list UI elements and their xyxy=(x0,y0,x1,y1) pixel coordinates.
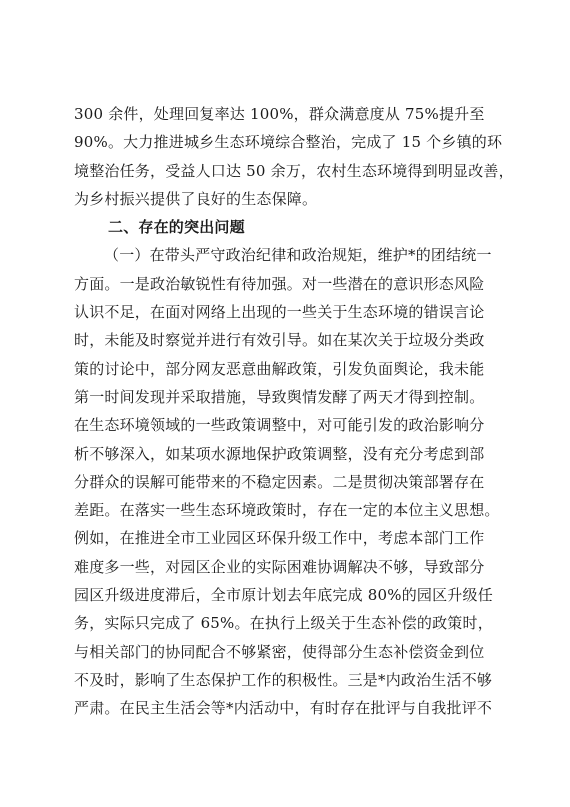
text-line: 认识不足，在面对网络上出现的一些关于生态环境的错误言论 xyxy=(74,303,485,322)
text-line: 第一时间发现并采取措施，导致舆情发酵了两天才得到控制。 xyxy=(74,387,485,406)
text-line: 300 余件，处理回复率达 100%，群众满意度从 75%提升至 xyxy=(74,105,485,123)
text-line: 析不够深入，如某项水源地保护政策调整，没有充分考虑到部 xyxy=(74,444,485,463)
text-line: 差距。在落实一些生态环境政策时，存在一定的本位主义思想。 xyxy=(74,501,500,520)
text-line: 难度多一些，对园区企业的实际困难协调解决不够，导致部分 xyxy=(74,557,485,576)
text-line: 与相关部门的协同配合不够紧密，使得部分生态补偿资金到位 xyxy=(74,642,485,661)
section-heading: 二、存在的突出问题 xyxy=(108,218,245,237)
text-line: 境整治任务，受益人口达 50 余万，农村生态环境得到明显改善， xyxy=(74,161,514,180)
text-line: （一）在带头严守政治纪律和政治规矩，维护*的团结统一 xyxy=(104,246,492,265)
text-line: 严肃。在民主生活会等*内活动中，有时存在批评与自我批评不 xyxy=(74,699,493,718)
text-line: 不及时，影响了生态保护工作的积极性。三是*内政治生活不够 xyxy=(74,670,493,689)
text-line: 例如，在推进全市工业园区环保升级工作中，考虑本部门工作 xyxy=(74,529,485,548)
text-line: 方面。一是政治敏锐性有待加强。对一些潜在的意识形态风险 xyxy=(74,274,485,293)
text-line: 策的讨论中，部分网友恶意曲解政策，引发负面舆论，我未能 xyxy=(74,359,485,378)
text-line: 时，未能及时察觉并进行有效引导。如在某次关于垃圾分类政 xyxy=(74,331,485,350)
text-line: 分群众的误解可能带来的不稳定因素。二是贯彻决策部署存在 xyxy=(74,472,485,491)
document-body xyxy=(74,100,514,723)
text-line: 为乡村振兴提供了良好的生态保障。 xyxy=(74,189,318,208)
text-line: 在生态环境领域的一些政策调整中，对可能引发的政治影响分 xyxy=(74,416,485,435)
text-line: 务，实际只完成了 65%。在执行上级关于生态补偿的政策时， xyxy=(74,614,493,633)
text-line: 园区升级进度滞后，全市原计划去年底完成 80%的园区升级任 xyxy=(74,586,493,605)
text-line: 90%。大力推进城乡生态环境综合整治，完成了 15 个乡镇的环 xyxy=(74,133,503,152)
